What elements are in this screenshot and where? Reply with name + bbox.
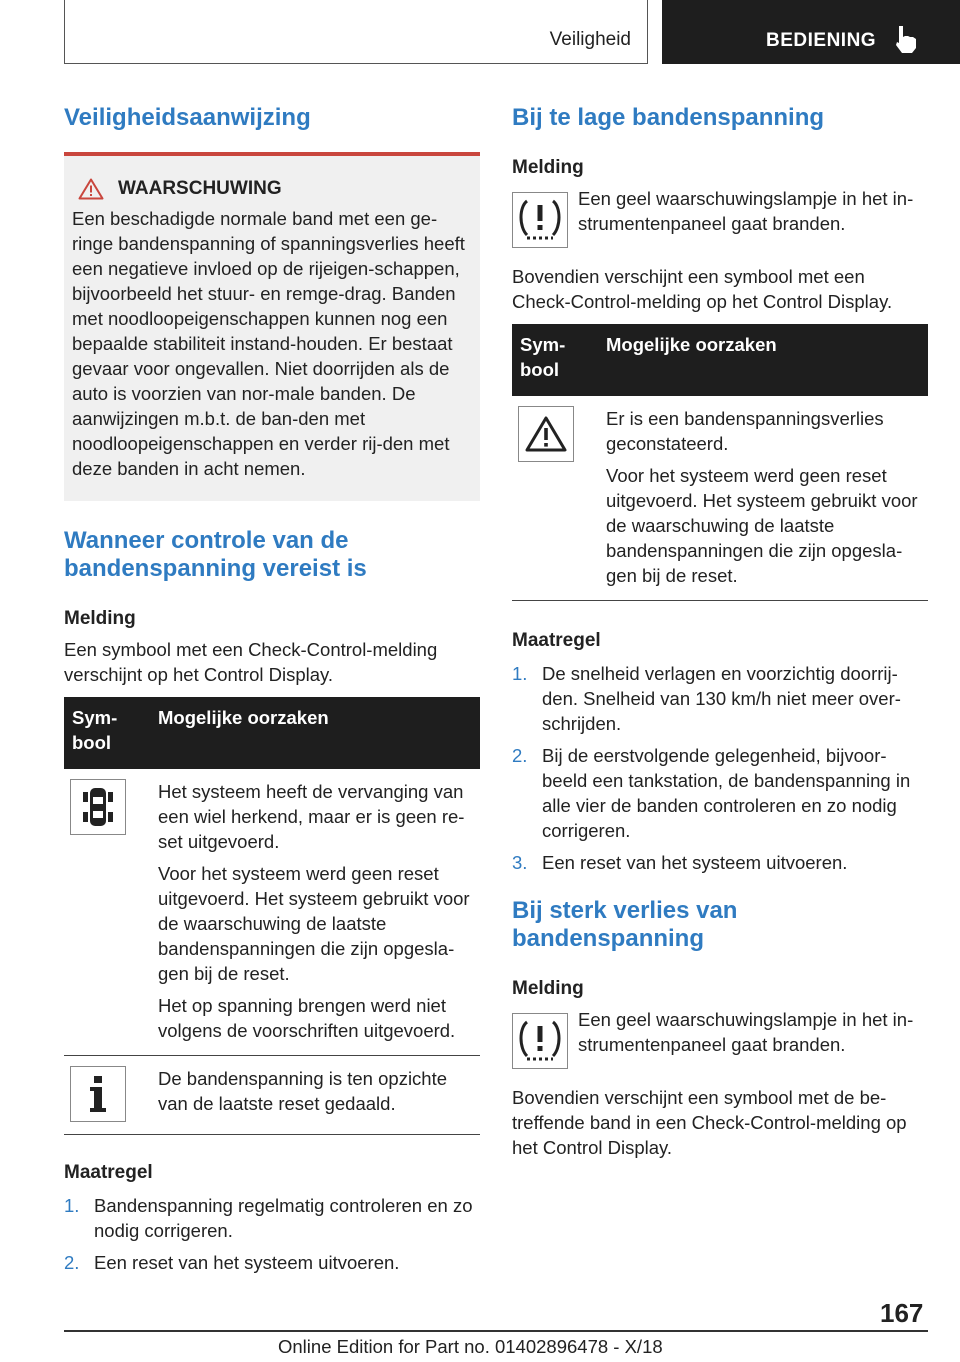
warning-title-row xyxy=(72,178,470,200)
list-item: 1. Bandenspanning regelmatig controleren en zo nodig corrigeren. xyxy=(64,1195,473,1241)
footer-edition: Online Edition for Part no. 01402896478 - X/18 xyxy=(278,1336,663,1357)
lamp-row xyxy=(512,186,928,248)
tire-pressure-warning-icon xyxy=(515,1018,565,1064)
list-item: 2. Bij de eerstvolgende gelegenheid, bijvoor-beeld een tankstation, de bandenspanning in alle vier de banden controleren en zo nodig corrigeren. xyxy=(512,745,911,841)
also2-text: Bovendien verschijnt een symbool met de be-treffende band in een Check-Control-melding op het Control Display. xyxy=(512,1087,907,1158)
list-item: 3. Een reset van het systeem uitvoeren. xyxy=(512,852,848,873)
row2-cause-1: De bandenspanning is ten opzichte van de laatste reset gedaald. xyxy=(158,1068,448,1114)
row1-cause-3: Het op spanning brengen werd niet volgens de voorschriften uitgevoerd. xyxy=(158,995,456,1041)
heading-strong-loss-line2: bandenspanning xyxy=(512,925,704,952)
header-chapter-title: BEDIENING xyxy=(766,30,877,51)
right-column xyxy=(512,100,928,1160)
maatregel-label-right: Maatregel xyxy=(512,630,601,651)
warning-text: Een beschadigde normale band met een ge-ringe bandenspanning of spanningsverlies heeft een negatieve invloed op de rijeigen-schappen, bijvoorbeeld het stuur- en remge-drag. Banden met noodloopeigenschappen kunnen nog een bepaalde stabiliteit instand-houden. Er bestaat gevaar voor ongevallen. Niet doorrijden als de auto is voorzien van nor-male banden. De aanwijzingen m.b.t. de ban-den met noodloopeigenschappen en verder rij-den met deze banden in acht nemen. xyxy=(72,208,465,479)
tpms-lamp-symbol xyxy=(512,192,568,248)
info-icon xyxy=(88,1074,108,1114)
warning-triangle-icon xyxy=(524,415,568,453)
heading-low-pressure: Bij te lage bandenspanning xyxy=(512,104,825,131)
tpms-lamp-symbol xyxy=(512,1013,568,1069)
header-section-title: Veiligheid xyxy=(549,29,631,50)
steps-list-left xyxy=(64,1193,480,1275)
melding-label-right: Melding xyxy=(512,157,584,178)
lamp2-text: Een geel waarschuwingslampje in het in-strumentenpaneel gaat branden. xyxy=(578,1009,914,1055)
header-chapter-box xyxy=(662,0,960,64)
heading-when-line2: bandenspanning vereist is xyxy=(64,555,367,582)
melding-text: Een symbool met een Check-Control-melding verschijnt op het Control Display. xyxy=(64,639,438,685)
row1-cause-1: Er is een bandenspanningsverlies geconstateerd. xyxy=(606,408,884,454)
page-number: 167 xyxy=(880,1298,924,1328)
table-header-symbol: Sym-bool xyxy=(64,697,150,769)
table-row xyxy=(512,396,928,601)
header-section-box xyxy=(64,0,648,64)
maatregel-label: Maatregel xyxy=(64,1162,153,1183)
warning-triangle-icon xyxy=(78,178,104,200)
symbol-table-right xyxy=(512,324,928,601)
warning-title: WAARSCHUWING xyxy=(118,178,282,199)
warning-box xyxy=(64,152,480,501)
row1-cause-1: Het systeem heeft de vervanging van een wiel herkend, maar er is geen re-set uitgevoerd. xyxy=(158,781,465,852)
left-column xyxy=(64,100,480,1282)
footer-divider xyxy=(64,1330,928,1332)
warning-triangle-symbol xyxy=(518,406,574,462)
heading-strong-loss-line1: Bij sterk verlies van xyxy=(512,897,738,924)
heading-when-line1: Wanneer controle van de xyxy=(64,527,349,554)
row1-cause-2: Voor het systeem werd geen reset uitgevoerd. Het systeem gebruikt voor de waarschuwing de laatste bandenspanningen die zijn opgesla-gen bij de reset. xyxy=(158,863,470,984)
also-text: Bovendien verschijnt een symbool met een Check-Control-melding op het Control Display. xyxy=(512,266,893,312)
tire-pressure-warning-icon xyxy=(515,197,565,243)
table-row xyxy=(64,769,480,1056)
heading-safety: Veiligheidsaanwijzing xyxy=(64,104,311,131)
melding2-label: Melding xyxy=(512,978,584,999)
row1-cause-2: Voor het systeem werd geen reset uitgevoerd. Het systeem gebruikt voor de waarschuwing de laatste bandenspanningen die zijn opgesla-gen bij de reset. xyxy=(606,465,918,586)
table-row xyxy=(64,1056,480,1135)
car-tires-icon xyxy=(78,783,118,831)
table-header-symbol: Sym-bool xyxy=(512,324,598,396)
info-symbol xyxy=(70,1066,126,1122)
list-item: 2. Een reset van het systeem uitvoeren. xyxy=(64,1252,400,1273)
list-item: 1. De snelheid verlagen en voorzichtig doorrij-den. Snelheid van 130 km/h niet meer over-schrijden. xyxy=(512,663,901,734)
tire-reset-symbol xyxy=(70,779,126,835)
melding-label: Melding xyxy=(64,608,136,629)
lamp-text: Een geel waarschuwingslampje in het in-strumentenpaneel gaat branden. xyxy=(578,188,914,234)
lamp2-row xyxy=(512,1007,928,1069)
symbol-table-left xyxy=(64,697,480,1135)
pointing-hand-icon xyxy=(894,24,918,54)
table-header-causes: Mogelijke oorzaken xyxy=(598,324,928,396)
table-header-causes: Mogelijke oorzaken xyxy=(150,697,480,769)
steps-list-right xyxy=(512,661,928,875)
